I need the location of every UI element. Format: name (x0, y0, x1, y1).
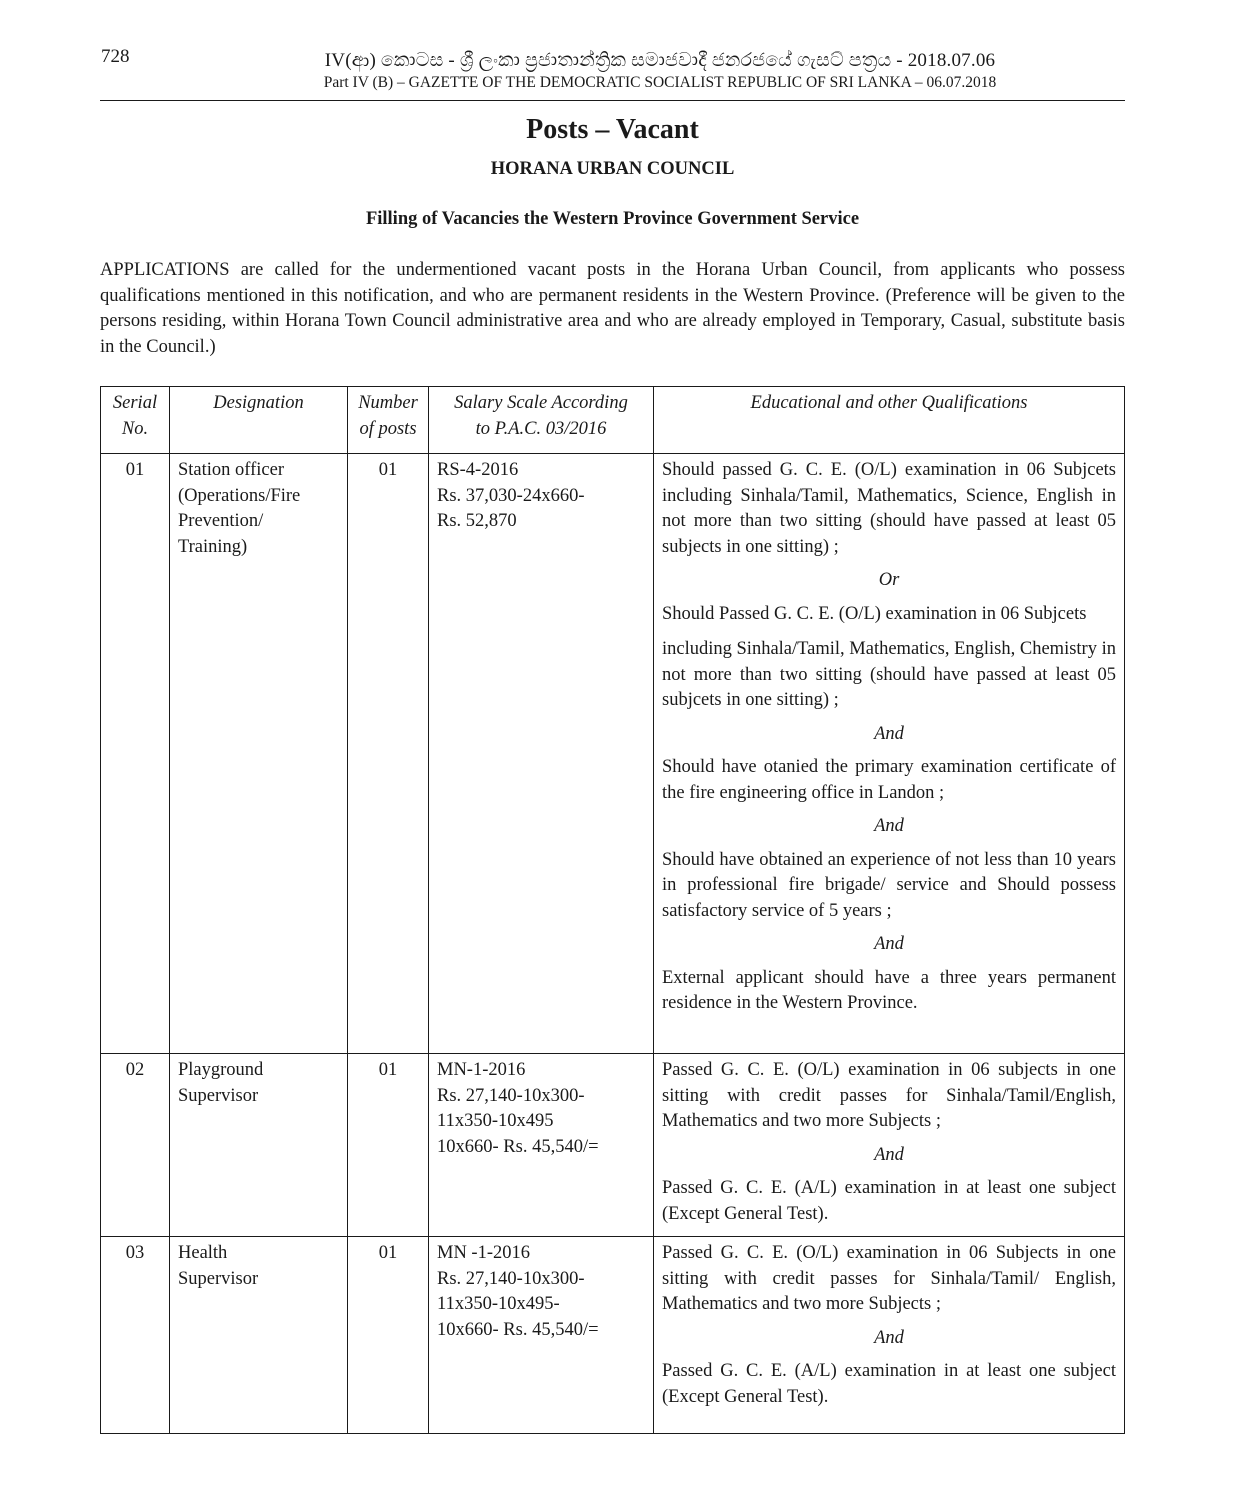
header-number-of-posts (348, 387, 429, 454)
row-salary-scale (429, 1054, 654, 1237)
header-number-line1: Number (358, 393, 418, 413)
qualification-text: External applicant should have a three years permanent residence in the Western Province. (662, 967, 1116, 1013)
row-salary-scale (429, 1237, 654, 1434)
header-serial-line1: Serial (112, 393, 158, 413)
row-salary-scale (429, 454, 654, 1054)
section-heading: Filling of Vacancies the Western Province Government Service (365, 209, 860, 229)
row-serial: 02 (101, 1054, 170, 1237)
designation-line: Supervisor (178, 1268, 259, 1289)
salary-line: Rs. 27,140-10x300- (437, 1085, 585, 1106)
row-qualifications (654, 1237, 1125, 1434)
salary-line: 10x660- Rs. 45,540/= (437, 1136, 599, 1157)
qualification-connector: And (874, 723, 904, 744)
qualification-connector: And (874, 1327, 904, 1348)
table-row (101, 1054, 1125, 1237)
header-salary-line2: to P.A.C. 03/2016 (475, 418, 607, 439)
designation-line: Supervisor (178, 1085, 259, 1106)
page-number: 728 (101, 46, 130, 67)
qualification-text: Should have otanied the primary examination certificate of the fire engineering office in Landon ; (662, 757, 1116, 803)
qualification-text: Passed G. C. E. (O/L) examination in 06 Subjects in one sitting with credit passes for Sinhala/Tamil/ English, Mathematics and two more Subjects ; (662, 1243, 1116, 1314)
designation-line: Prevention/ (178, 511, 264, 531)
qualification-text: Should Passed G. C. E. (O/L) examination in 06 Subjcets (662, 603, 1087, 624)
header-serial-line2: No. (121, 418, 149, 439)
qualification-text: Should have obtained an experience of not less than 10 years in professional fire brigade/ service and Should possess satisfactory service of 5 years ; (662, 849, 1116, 921)
header-salary-line1: Salary Scale According (454, 393, 628, 413)
table-header-row (101, 387, 1125, 454)
header-salary-scale (429, 387, 654, 454)
salary-line: MN-1-2016 (437, 1060, 526, 1080)
salary-line: 11x350-10x495 (437, 1111, 554, 1131)
table-row (101, 1237, 1125, 1434)
row-number-of-posts: 01 (348, 1237, 429, 1434)
row-serial: 01 (101, 454, 170, 1054)
qualification-text: Passed G. C. E. (A/L) examination in at least one subject (Except General Test). (662, 1178, 1116, 1224)
salary-line: RS-4-2016 (437, 460, 519, 480)
designation-line: Training) (178, 536, 248, 557)
qualification-text: Passed G. C. E. (A/L) examination in at least one subject (Except General Test). (662, 1361, 1116, 1407)
qualification-text: including Sinhala/Tamil, Mathematics, English, Chemistry in not more than two sitting (should have passed at least 05 subjcets in one sitting) ; (662, 639, 1116, 710)
row-number-of-posts: 01 (348, 454, 429, 1054)
table-row (101, 454, 1125, 1054)
gazette-header-sinhala: IV(ආ) කොටස - ශ්‍රී ලංකා ප්‍රජාතාන්ත්‍රික සමාජවාදී ජනරජයේ ගැසට් පත්‍රය - 2018.07.06 (324, 50, 996, 71)
qualification-connector: And (874, 1144, 904, 1165)
row-designation (170, 454, 348, 1054)
qualification-connector: Or (878, 570, 900, 590)
vacancies-table (100, 386, 1125, 1434)
row-qualifications (654, 454, 1125, 1054)
salary-line: 10x660- Rs. 45,540/= (437, 1319, 599, 1340)
designation-line: Health (178, 1243, 228, 1263)
row-qualifications (654, 1054, 1125, 1237)
designation-line: Playground (178, 1060, 264, 1080)
salary-line: Rs. 27,140-10x300- (437, 1268, 585, 1289)
gazette-header-english: Part IV (B) – GAZETTE OF THE DEMOCRATIC SOCIALIST REPUBLIC OF SRI LANKA – 06.07.2018 (323, 74, 997, 91)
salary-line: 11x350-10x495- (437, 1294, 560, 1314)
row-number-of-posts: 01 (348, 1054, 429, 1237)
salary-line: Rs. 37,030-24x660- (437, 485, 585, 506)
salary-line: MN -1-2016 (437, 1243, 531, 1263)
row-serial: 03 (101, 1237, 170, 1434)
header-number-line2: of posts (359, 418, 417, 439)
header-serial (101, 387, 170, 454)
qualification-text: Should passed G. C. E. (O/L) examination in 06 Subjcets including Sinhala/Tamil, Mathematics, Science, English in not more than two sitting (should have passed at least 05 subjects in one sitting) ; (662, 460, 1116, 557)
designation-line: (Operations/Fire (178, 485, 301, 506)
designation-line: Station officer (178, 460, 285, 480)
qualification-text: Passed G. C. E. (O/L) examination in 06 subjects in one sitting with credit passes for Sinhala/Tamil/English, Mathematics and two more Subjects ; (662, 1060, 1116, 1131)
row-designation (170, 1237, 348, 1434)
header-divider (100, 100, 1125, 101)
qualification-connector: And (874, 934, 904, 954)
intro-paragraph: APPLICATIONS are called for the undermentioned vacant posts in the Horana Urban Council, from applicants who possess qualifications mentioned in this notification, and who are permanent residents in the Western Province. (Preference will be given to the persons residing, within Horana Town Council administrative area and who are already employed in Temporary, Casual, substitute basis in the Council.) (100, 260, 1125, 357)
row-designation (170, 1054, 348, 1237)
page-title: Posts – Vacant (526, 114, 699, 145)
qualification-connector: And (874, 816, 904, 836)
header-designation: Designation (170, 387, 348, 454)
header-qualifications: Educational and other Qualifications (654, 387, 1125, 454)
council-name: HORANA URBAN COUNCIL (490, 159, 735, 179)
salary-line: Rs. 52,870 (437, 511, 517, 531)
